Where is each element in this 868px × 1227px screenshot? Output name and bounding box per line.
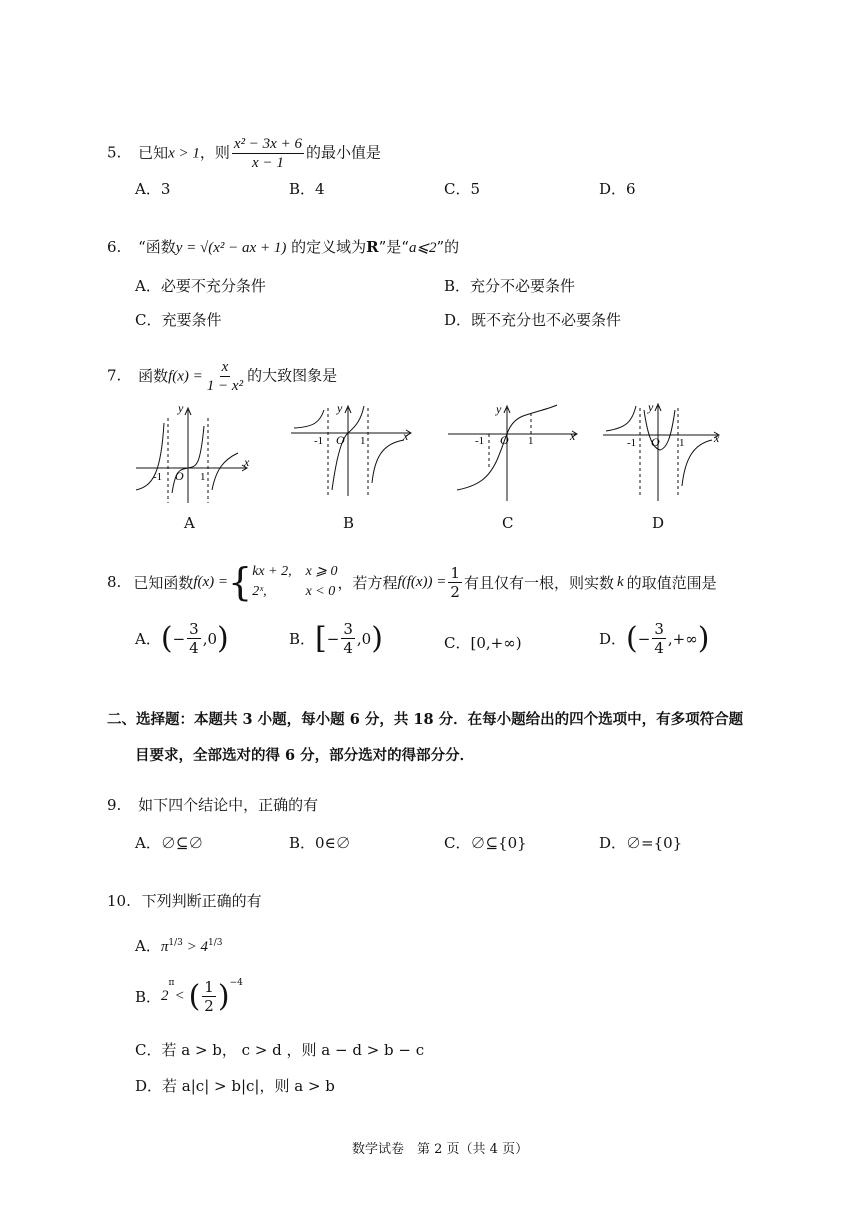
q6-stem <box>107 236 459 257</box>
math-relation: < <box>174 988 185 1004</box>
math-eq: f(f(x)) = <box>397 573 447 590</box>
math-fx: f(x) = <box>168 368 203 385</box>
left-brace: { <box>228 560 253 604</box>
tick-one: 1 <box>360 435 366 447</box>
fraction-numerator: 3 <box>189 620 199 638</box>
stem-text: 的最小值是 <box>305 143 381 162</box>
q6-option-c[interactable]: C．充要条件 <box>135 311 222 329</box>
stem-text: 如下四个结论中，正确的有 <box>138 796 319 814</box>
graph-d[interactable] <box>598 398 728 508</box>
q6-option-a[interactable]: A．必要不充分条件 <box>135 277 266 295</box>
math-cond: x > 1 <box>168 145 200 162</box>
graph-label-c[interactable]: C <box>502 514 514 532</box>
q10-option-d[interactable]: D．若 a|c| > b|c|，则 a > b <box>135 1077 335 1095</box>
stem-text: 函数 <box>138 366 169 385</box>
q9-option-a[interactable]: A．∅⊆∅ <box>135 834 204 852</box>
graph-b[interactable] <box>286 398 416 508</box>
q8-stem <box>107 562 717 602</box>
math-expr: y = √(x² − ax + 1) <box>175 240 287 256</box>
tick-one: 1 <box>679 437 685 449</box>
fraction-denominator: 1 − x² <box>206 378 244 394</box>
option-label: B． <box>135 988 162 1006</box>
open-bracket: ( <box>160 620 173 656</box>
interval-end: ,0 <box>202 629 217 648</box>
section-heading-line2: 目要求，全部选对的得 6 分，部分选对的得部分分． <box>135 747 475 764</box>
stem-text: 有且仅有一根，则实数 <box>463 573 614 592</box>
math-base: π <box>160 939 169 955</box>
set-R: R <box>366 238 379 256</box>
piecewise-expr <box>252 562 291 602</box>
curve-right <box>212 453 238 490</box>
stem-text: 的大致图象是 <box>247 366 338 385</box>
graph-a[interactable] <box>128 398 258 508</box>
stem-text: 的取值范围是 <box>626 573 717 592</box>
origin-label: O <box>336 433 345 447</box>
x-label: x <box>714 431 720 445</box>
close-bracket: ) <box>217 620 229 656</box>
math-base: 2 <box>161 988 169 1004</box>
x-label: x <box>570 429 576 443</box>
fraction-denominator: 4 <box>343 639 353 657</box>
fraction-denominator: 4 <box>654 639 664 657</box>
q8-option-c[interactable] <box>444 632 522 653</box>
option-label: D． <box>599 630 627 648</box>
math-exponent: π <box>168 978 175 988</box>
case2-cond: x < 0 <box>305 584 336 599</box>
open-paren: ( <box>188 978 201 1014</box>
q5-option-a[interactable]: A．3 <box>135 180 171 198</box>
math-relation: > 4 <box>182 939 208 955</box>
tick-neg-one: -1 <box>153 471 163 483</box>
question-number: 5. <box>107 143 122 162</box>
y-label: y <box>648 400 654 414</box>
close-paren: ) <box>217 978 230 1014</box>
fraction-denominator: x − 1 <box>252 155 284 171</box>
math-fx: f(x) = <box>193 573 229 590</box>
origin-label: O <box>175 469 184 483</box>
option-label: A． <box>135 630 161 648</box>
stem-text: ”的 <box>436 238 460 256</box>
q9-option-c[interactable]: C．∅⊆{0} <box>444 834 527 852</box>
fraction-denominator: 2 <box>204 997 214 1015</box>
q9-option-d[interactable]: D．∅={0} <box>599 834 683 852</box>
option-label: B． <box>289 630 316 648</box>
tick-one: 1 <box>528 435 534 447</box>
stem-text: 的定义域为 <box>291 238 367 256</box>
fraction-numerator: x <box>221 359 229 375</box>
question-number: 10. <box>107 892 131 910</box>
y-label: y <box>496 402 502 416</box>
interval-end: ,+∞ <box>667 629 698 648</box>
q10-option-c[interactable]: C．若 a > b， c > d ，则 a − d > b − c <box>135 1041 425 1059</box>
q5-option-c[interactable]: C．5 <box>444 180 481 198</box>
open-bracket: [ <box>315 620 327 656</box>
curve-left <box>294 410 324 428</box>
stem-text: ”是“ <box>378 238 409 256</box>
stem-text: ，若方程 <box>337 573 398 592</box>
question-number: 6. <box>107 238 122 256</box>
minus-sign: − <box>637 629 651 648</box>
math-k: k <box>616 573 624 590</box>
q10-option-b[interactable] <box>135 978 243 1015</box>
fraction <box>187 620 201 657</box>
curve-right <box>372 440 404 483</box>
math-exponent: 1/3 <box>207 938 223 948</box>
q8-option-a[interactable] <box>135 620 229 657</box>
q5-option-b[interactable]: B．4 <box>289 180 325 198</box>
q10-stem <box>107 890 262 911</box>
tick-neg-one: -1 <box>475 435 485 447</box>
fraction-numerator: x² − 3x + 6 <box>233 136 302 152</box>
q8-option-b[interactable] <box>289 620 383 657</box>
minus-sign: − <box>326 629 340 648</box>
option-text: [0,+∞) <box>470 634 522 652</box>
fraction-half <box>448 564 462 601</box>
question-number: 8. <box>107 573 122 591</box>
case2-expr: 2ˣ, <box>252 584 267 599</box>
math-exponent: 1/3 <box>168 938 183 948</box>
q7-stem <box>107 358 337 395</box>
question-number: 9. <box>107 796 122 814</box>
fraction <box>232 135 304 172</box>
x-label: x <box>244 455 250 469</box>
tick-one: 1 <box>200 471 206 483</box>
q9-option-b[interactable]: B．0∈∅ <box>289 834 351 852</box>
stem-text: ，则 <box>199 143 230 162</box>
curve-left <box>606 406 636 431</box>
y-label: y <box>337 401 343 415</box>
fraction-denominator: 2 <box>450 582 460 601</box>
interval-end: ,0 <box>356 629 372 648</box>
option-label: A． <box>135 937 161 955</box>
origin-label: O <box>500 433 509 447</box>
fraction-numerator: 1 <box>450 563 460 582</box>
question-number: 7. <box>107 366 122 385</box>
fraction-denominator: 4 <box>189 639 199 657</box>
q8-option-d[interactable] <box>599 620 709 657</box>
graph-label-a[interactable]: A <box>184 514 195 532</box>
open-bracket: ( <box>626 620 638 656</box>
math-cond: a⩽2 <box>408 240 437 256</box>
y-label: y <box>178 401 184 415</box>
math-exponent: −4 <box>229 978 243 988</box>
q9-stem <box>107 794 318 815</box>
x-label: x <box>403 429 409 443</box>
fraction <box>205 358 245 395</box>
graph-label-d[interactable]: D <box>652 514 665 532</box>
tick-neg-one: -1 <box>627 437 637 449</box>
graph-c[interactable] <box>443 398 583 508</box>
q6-option-d[interactable]: D．既不充分也不必要条件 <box>444 311 622 329</box>
q5-stem <box>107 135 381 172</box>
fraction-numerator: 3 <box>654 620 664 638</box>
page-footer: 数学试卷 第 2 页（共 4 页） <box>352 1142 529 1157</box>
case1-cond: x ⩾ 0 <box>305 564 338 579</box>
stem-text: 下列判断正确的有 <box>141 892 262 910</box>
fraction <box>652 620 666 657</box>
minus-sign: − <box>172 629 186 648</box>
fraction <box>341 620 355 657</box>
case1-expr: kx + 2, <box>252 564 292 579</box>
stem-text: 已知 <box>138 143 169 162</box>
origin-label: O <box>651 435 660 449</box>
stem-text: 已知函数 <box>133 573 194 592</box>
fraction-numerator: 3 <box>343 620 353 638</box>
piecewise-cond <box>306 562 338 602</box>
q10-option-a[interactable] <box>135 935 222 956</box>
close-bracket: ) <box>371 620 383 656</box>
section-heading-line1: 二、选择题：本题共 3 小题，每小题 6 分，共 18 分．在每小题给出的四个选项中，有多项符合题 <box>107 711 744 728</box>
close-bracket: ) <box>697 620 710 656</box>
stem-text: “函数 <box>138 238 176 256</box>
fraction-numerator: 1 <box>204 978 214 996</box>
graph-label-b[interactable]: B <box>343 514 355 532</box>
q6-option-b[interactable]: B．充分不必要条件 <box>444 277 576 295</box>
tick-neg-one: -1 <box>314 435 324 447</box>
option-label: C． <box>444 634 471 652</box>
fraction <box>202 978 216 1015</box>
curve-right <box>682 440 712 486</box>
q5-option-d[interactable]: D．6 <box>599 180 636 198</box>
